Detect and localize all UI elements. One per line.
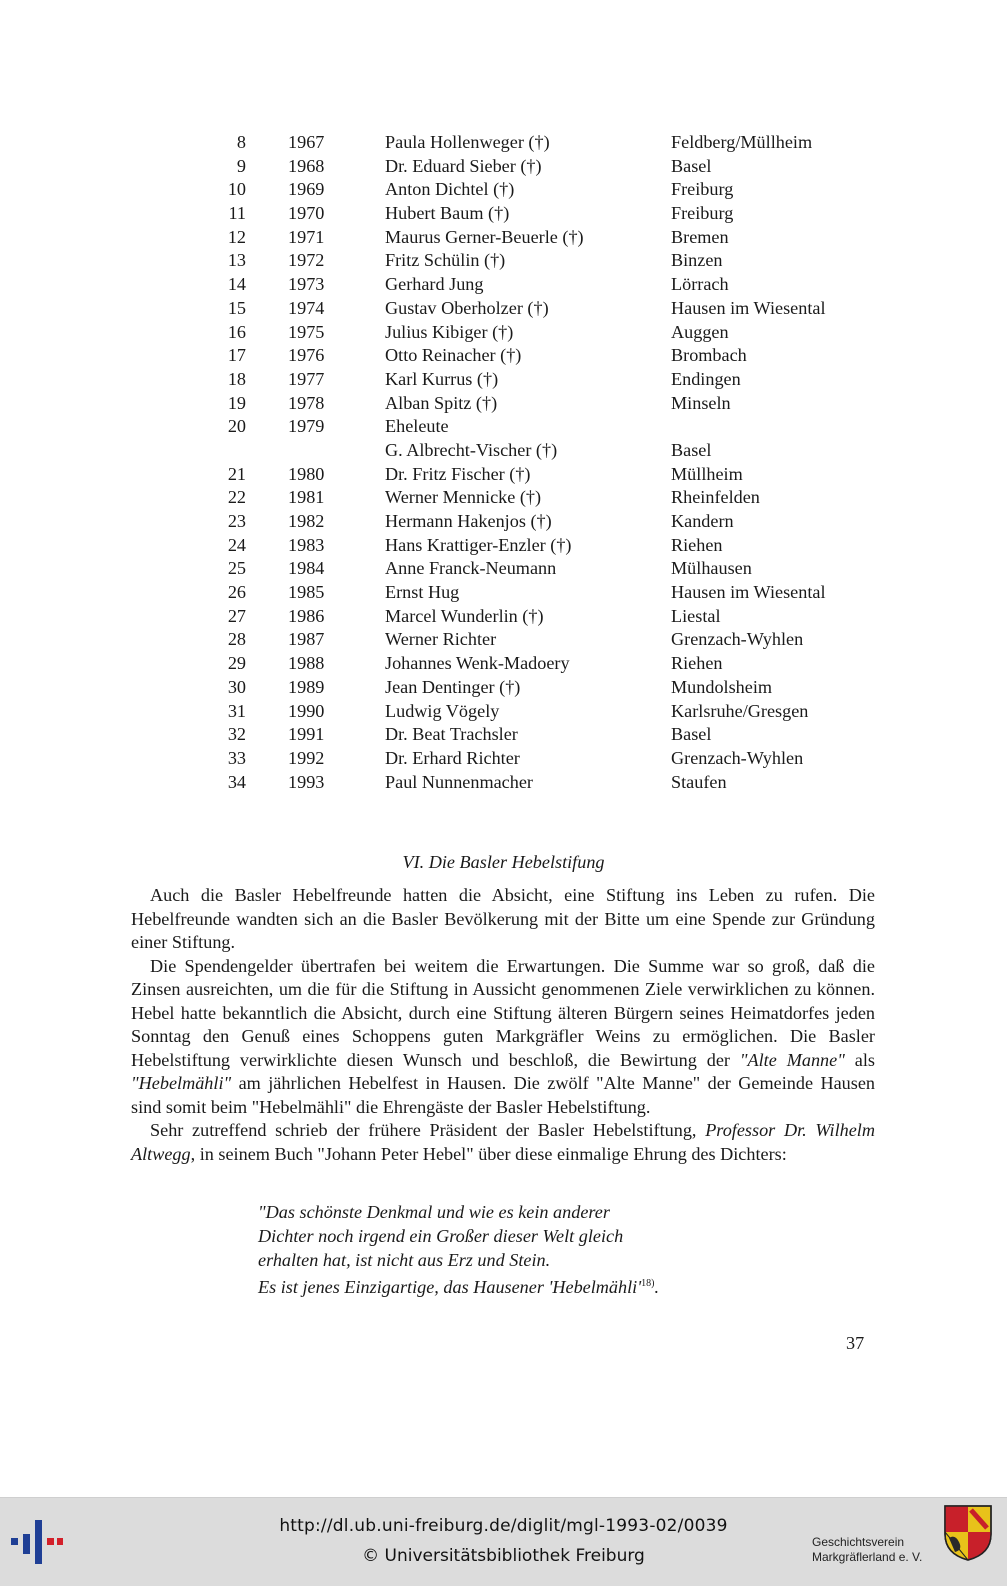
row-year: 1980	[288, 463, 325, 484]
row-number: 12	[227, 226, 246, 247]
row-year: 1972	[288, 250, 325, 271]
row-year: 1979	[288, 416, 325, 437]
row-name: Karl Kurrus (†)	[385, 368, 499, 389]
row-name: Hermann Hakenjos (†)	[385, 511, 552, 531]
table-row	[0, 155, 1007, 179]
row-name: Hans Krattiger-Enzler (†)	[385, 534, 572, 555]
row-year: 1968	[288, 155, 325, 176]
row-name: G. Albrecht-Vischer (†)	[385, 439, 558, 460]
row-place: Riehen	[671, 534, 723, 555]
footer-bar	[0, 1497, 1007, 1586]
row-year: 1983	[288, 534, 325, 555]
table-row	[0, 581, 1007, 605]
society-name: Geschichtsverein Markgräflerland e. V.	[812, 1535, 923, 1564]
row-year: 1974	[288, 297, 325, 318]
row-place: Staufen	[671, 771, 727, 792]
row-number: 23	[227, 511, 246, 531]
row-name: Otto Reinacher (†)	[385, 345, 522, 366]
table-row	[0, 534, 1007, 558]
paragraph-1: Auch die Basler Hebelfreunde hatten die Absicht, eine Stiftung ins Leben zu rufen. Die Hebelfreunde wandten sich an die Basler Bevölkerung mit der Bitte um eine Spende zur Gründung einer Stiftung.	[131, 885, 875, 952]
table-row	[0, 297, 1007, 321]
quote-line: erhalten hat, ist nicht aus Erz und Stein.	[258, 1250, 551, 1270]
row-number: 18	[227, 368, 246, 389]
footnote-marker[interactable]: 18)	[641, 1278, 655, 1289]
quote-line-last: Es ist jenes Einzigartige, das Hausener '$Hebelmähli'^{18)}$.	[258, 1277, 660, 1297]
row-number: 29	[227, 653, 246, 674]
row-name: Jean Dentinger (†)	[385, 676, 521, 697]
row-name: Anton Dichtel (†)	[385, 179, 515, 200]
row-place: Brombach	[671, 345, 747, 366]
row-name: Gustav Oberholzer (†)	[385, 297, 549, 318]
table-row	[0, 202, 1007, 226]
row-place: Grenzach-Wyhlen	[671, 747, 804, 768]
copyright-text: © Universitätsbibliothek Freiburg	[362, 1546, 645, 1566]
row-year: 1981	[288, 487, 325, 508]
row-number: 22	[227, 487, 246, 508]
row-place: Mundolsheim	[671, 676, 773, 697]
row-name: Ludwig Vögely	[385, 700, 500, 721]
row-number: 13	[227, 250, 246, 271]
row-place: Freiburg	[671, 179, 734, 200]
paragraph-3: Sehr zutreffend schrieb der frühere Präsident der Basler Hebelstiftung, Professor Dr. Wilhelm Altwegg, in seinem Buch "Johann Peter Hebel" über diese einmalige Ehrung des Dichters:	[131, 1120, 875, 1164]
row-year: 1987	[288, 629, 325, 650]
row-number: 9	[236, 155, 246, 176]
row-year: 1969	[288, 179, 325, 200]
table-row	[0, 747, 1007, 771]
row-year: 1970	[288, 203, 325, 224]
row-number: 17	[227, 345, 246, 366]
row-year: 1990	[288, 700, 325, 721]
table-row	[0, 510, 1007, 534]
row-name: Gerhard Jung	[385, 274, 484, 295]
row-name: Fritz Schülin (†)	[385, 250, 506, 271]
row-number: 28	[227, 629, 246, 650]
row-year: 1967	[288, 132, 325, 152]
section-body	[131, 884, 875, 1166]
row-year: 1986	[288, 605, 325, 626]
row-number: 20	[227, 416, 246, 437]
row-place: Hausen im Wiesental	[671, 582, 826, 603]
source-url-link[interactable]: http://dl.ub.uni-freiburg.de/diglit/mgl-1993-02/0039	[279, 1516, 728, 1536]
row-name: Alban Spitz (†)	[385, 392, 498, 413]
row-name: Dr. Eduard Sieber (†)	[385, 155, 542, 176]
block-quote	[258, 1200, 818, 1299]
row-name: Paul Nunnenmacher	[385, 771, 533, 792]
row-place: Rheinfelden	[671, 487, 760, 508]
laureates-table	[0, 131, 1007, 794]
row-place: Minseln	[671, 392, 731, 413]
table-row	[0, 771, 1007, 795]
table-row	[0, 486, 1007, 510]
table-row	[0, 368, 1007, 392]
row-name: Werner Mennicke (†)	[385, 487, 542, 508]
row-place: Freiburg	[671, 203, 734, 224]
row-year: 1971	[288, 226, 325, 247]
row-place: Hausen im Wiesental	[671, 297, 826, 318]
row-place: Basel	[671, 439, 712, 460]
row-name: Ernst Hug	[385, 582, 460, 603]
row-number: 10	[227, 179, 246, 200]
table-row	[0, 439, 1007, 463]
row-name: Dr. Erhard Richter	[385, 747, 520, 768]
row-place: Basel	[671, 724, 712, 745]
table-row	[0, 700, 1007, 724]
table-row	[0, 321, 1007, 345]
table-row	[0, 178, 1007, 202]
row-year: 1977	[288, 368, 325, 389]
table-row	[0, 273, 1007, 297]
row-year: 1976	[288, 345, 325, 366]
row-name: Johannes Wenk-Madoery	[385, 653, 570, 674]
table-row	[0, 392, 1007, 416]
row-name: Paula Hollenweger (†)	[385, 132, 550, 152]
row-place: Feldberg/Müllheim	[671, 132, 813, 152]
row-name: Werner Richter	[385, 629, 497, 650]
row-year: 1992	[288, 747, 325, 768]
table-row	[0, 415, 1007, 439]
row-number: 19	[227, 392, 246, 413]
row-year: 1985	[288, 582, 325, 603]
row-number: 21	[227, 463, 246, 484]
row-place: Bremen	[671, 226, 729, 247]
table-row	[0, 463, 1007, 487]
row-place: Müllheim	[671, 463, 743, 484]
row-name: Anne Franck-Neumann	[385, 558, 557, 579]
row-name: Julius Kibiger (†)	[385, 321, 514, 342]
row-year: 1989	[288, 676, 325, 697]
table-row	[0, 557, 1007, 581]
row-place: Grenzach-Wyhlen	[671, 629, 804, 650]
row-year: 1982	[288, 511, 325, 531]
row-place: Basel	[671, 155, 712, 176]
row-number: 14	[227, 274, 246, 295]
row-number: 31	[227, 700, 246, 721]
row-name: Marcel Wunderlin (†)	[385, 605, 544, 626]
table-row	[0, 676, 1007, 700]
section-heading: VI. Die Basler Hebelstifung	[402, 852, 605, 872]
table-row	[0, 131, 1007, 155]
row-place: Mülhausen	[671, 558, 752, 579]
table-row	[0, 652, 1007, 676]
page-number: 37	[846, 1333, 865, 1353]
row-year: 1978	[288, 392, 325, 413]
row-place: Karlsruhe/Gresgen	[671, 700, 809, 721]
row-name: Dr. Fritz Fischer (†)	[385, 463, 531, 484]
row-year: 1973	[288, 274, 325, 295]
row-place: Endingen	[671, 368, 741, 389]
row-number: 27	[227, 605, 246, 626]
table-row	[0, 344, 1007, 368]
paragraph-2: Die Spendengelder übertrafen bei weitem die Erwartungen. Die Summe war so groß, daß die Zinsen ausreichten, um die für die Stiftung in Aussicht genommenen Ziele verwirklichen zu können. Hebel hatte bekanntlich die Absicht, durch eine Stiftung älteren Bürgern seines Heimatdorfes jeden Sonntag den Genuß eines Schoppens guten Markgräfler Weins zu ermöglichen. Die Basler Hebelstiftung verwirklichte diesen Wunsch und beschloß, die Bewirtung der "Alte Manne" als "Hebelmähli" am jährlichen Hebelfest in Hausen. Die zwölf "Alte Manne" der Gemeinde Hausen sind somit beim "Hebelmähli" die Ehrengäste der Basler Hebelstiftung.	[131, 955, 875, 1117]
table-row	[0, 628, 1007, 652]
table-row	[0, 723, 1007, 747]
row-place: Riehen	[671, 653, 723, 674]
row-name: Maurus Gerner-Beuerle (†)	[385, 226, 584, 247]
row-number: 16	[227, 321, 246, 342]
row-year: 1993	[288, 771, 325, 792]
row-place: Auggen	[671, 321, 729, 342]
row-year: 1975	[288, 321, 325, 342]
row-name: Hubert Baum (†)	[385, 203, 510, 224]
row-place: Kandern	[671, 511, 734, 531]
row-number: 8	[236, 132, 246, 152]
coat-of-arms-icon	[943, 1504, 993, 1562]
quote-line: "Das schönste Denkmal und wie es kein anderer	[258, 1202, 610, 1222]
row-number: 30	[227, 676, 246, 697]
row-number: 33	[227, 747, 246, 768]
row-place: Lörrach	[671, 274, 729, 295]
row-place: Liestal	[671, 605, 721, 626]
row-number: 26	[227, 582, 246, 603]
row-number: 25	[227, 558, 246, 579]
table-row	[0, 249, 1007, 273]
row-year: 1988	[288, 653, 325, 674]
row-year: 1984	[288, 558, 325, 579]
row-name: Eheleute	[385, 416, 449, 437]
row-name: Dr. Beat Trachsler	[385, 724, 518, 745]
row-number: 34	[227, 771, 246, 792]
row-number: 15	[227, 297, 246, 318]
table-row	[0, 605, 1007, 629]
table-row	[0, 226, 1007, 250]
row-year: 1991	[288, 724, 325, 745]
row-number: 32	[227, 724, 246, 745]
row-number: 11	[228, 203, 246, 224]
quote-line: Dichter noch irgend ein Großer dieser Welt gleich	[258, 1226, 624, 1246]
row-place: Binzen	[671, 250, 723, 271]
row-number: 24	[227, 534, 246, 555]
